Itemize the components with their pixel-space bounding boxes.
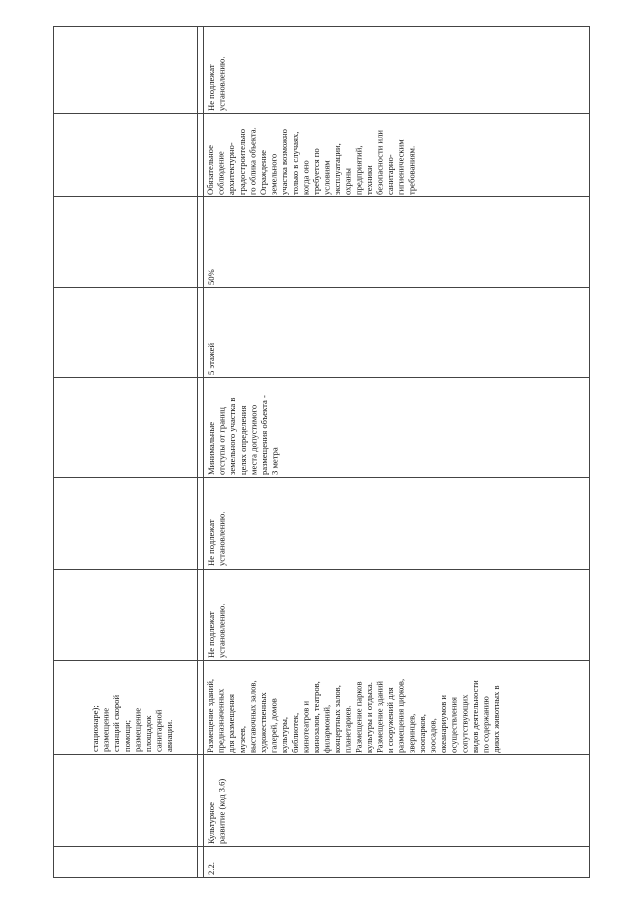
row-divider-2 [53,196,590,197]
min-plot-size: Не подлежат установлению. [206,603,227,658]
table-border-bottom [53,877,590,878]
row-divider-4 [53,377,590,378]
row-divider-7 [53,660,590,661]
max-coverage-percent: 50% [206,269,216,285]
table-border-right [589,26,590,877]
row-divider-9 [53,846,590,847]
row-divider-6 [53,569,590,570]
row-divider-3 [53,287,590,288]
row-divider-8 [53,754,590,755]
permitted-use-description: Размещение зданий, предназначенных для размещения музеев, выставочных залов, художественных галерей, домов культуры, библиотек, кинотеатров и кинозалов, театров, филармоний, концертных залов, планетариев. Размещение парков культуры и отдыха. Размещение зданий и сооружений для размещения цирков, зверинцев, зоопарков, зоосадов, океанариумов и осуществления сопутствующих видов деятельности по содержанию диких животных в [205,678,502,753]
column-divider-1 [197,26,198,877]
row-divider-1 [53,113,590,114]
min-setbacks: Минимальные отступы от границ земельного участка в целях определения места допустимого размещения объекта - 3 метра [206,395,280,475]
max-plot-size: Не подлежат установлению. [206,511,227,566]
max-floors: 5 этажей [206,342,216,375]
table-border-left [53,26,54,877]
not-established-note: Не подлежат установлению. [206,56,227,111]
continued-permitted-use-text: стационаре); размещение станций скорой помощи; размещение площадок санитарной авиации. [90,694,175,752]
column-divider-2 [203,26,204,877]
architectural-requirements: Обязательное соблюдение архитектурно- градостроительно го облика объекта. Ограждение земельного участка возможно только в случаях, когда оно требуется по условиям эксплуатации, охраны предприятий, техники безопасности или санитарно- гигиеническим требованиям. [205,127,417,195]
row-divider-5 [53,477,590,478]
row-number: 2.2. [206,862,216,875]
land-use-type: Культурное развитие (код 3.6) [206,778,227,844]
table-border-top [53,26,590,27]
